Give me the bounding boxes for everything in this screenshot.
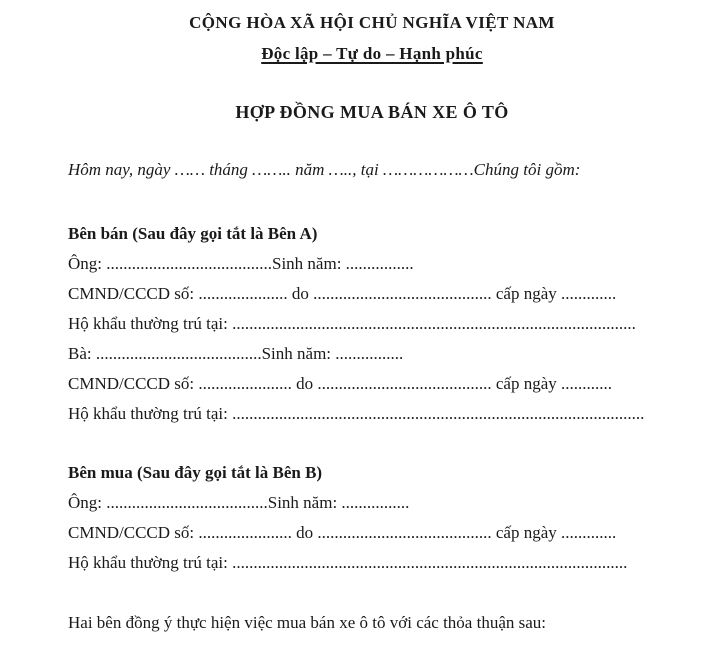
seller-address-mr-line: Hộ khẩu thường trú tại: ............................................................................................... xyxy=(68,314,636,333)
buyer-name-line: Ông: ......................................Sinh năm: ................ xyxy=(68,493,410,512)
national-title: CỘNG HÒA XÃ HỘI CHỦ NGHĨA VIỆT NAM xyxy=(189,13,555,32)
closing-statement: Hai bên đồng ý thực hiện việc mua bán xe ô tô với các thỏa thuận sau: xyxy=(68,613,547,632)
date-line: Hôm nay, ngày …… tháng …….. năm ….., tại ………………Chúng tôi gồm: xyxy=(68,160,581,179)
motto-line xyxy=(68,43,676,65)
seller-name-mrs-line: Bà: .......................................Sinh năm: ................ xyxy=(68,344,404,363)
seller-address-mrs-line: Hộ khẩu thường trú tại: ................................................................................................. xyxy=(68,404,645,423)
contract-title: HỢP ĐỒNG MUA BÁN XE Ô TÔ xyxy=(235,102,509,122)
buyer-section-heading: Bên mua (Sau đây gọi tắt là Bên B) xyxy=(68,463,323,482)
seller-id-mr-line: CMND/CCCD số: ..................... do .......................................... cấp ngày ............. xyxy=(68,284,617,303)
buyer-address-line: Hộ khẩu thường trú tại: ............................................................................................. xyxy=(68,553,628,572)
seller-section-heading: Bên bán (Sau đây gọi tắt là Bên A) xyxy=(68,224,318,243)
seller-name-mr-line: Ông: .......................................Sinh năm: ................ xyxy=(68,254,414,273)
motto-text: Độc lập – Tự do – Hạnh phúc xyxy=(261,44,483,63)
seller-section xyxy=(68,219,676,429)
buyer-id-line: CMND/CCCD số: ...................... do ......................................... cấp ngày ............. xyxy=(68,523,617,542)
buyer-section xyxy=(68,458,676,578)
seller-id-mrs-line: CMND/CCCD số: ...................... do ......................................... cấp ngày ............ xyxy=(68,374,612,393)
